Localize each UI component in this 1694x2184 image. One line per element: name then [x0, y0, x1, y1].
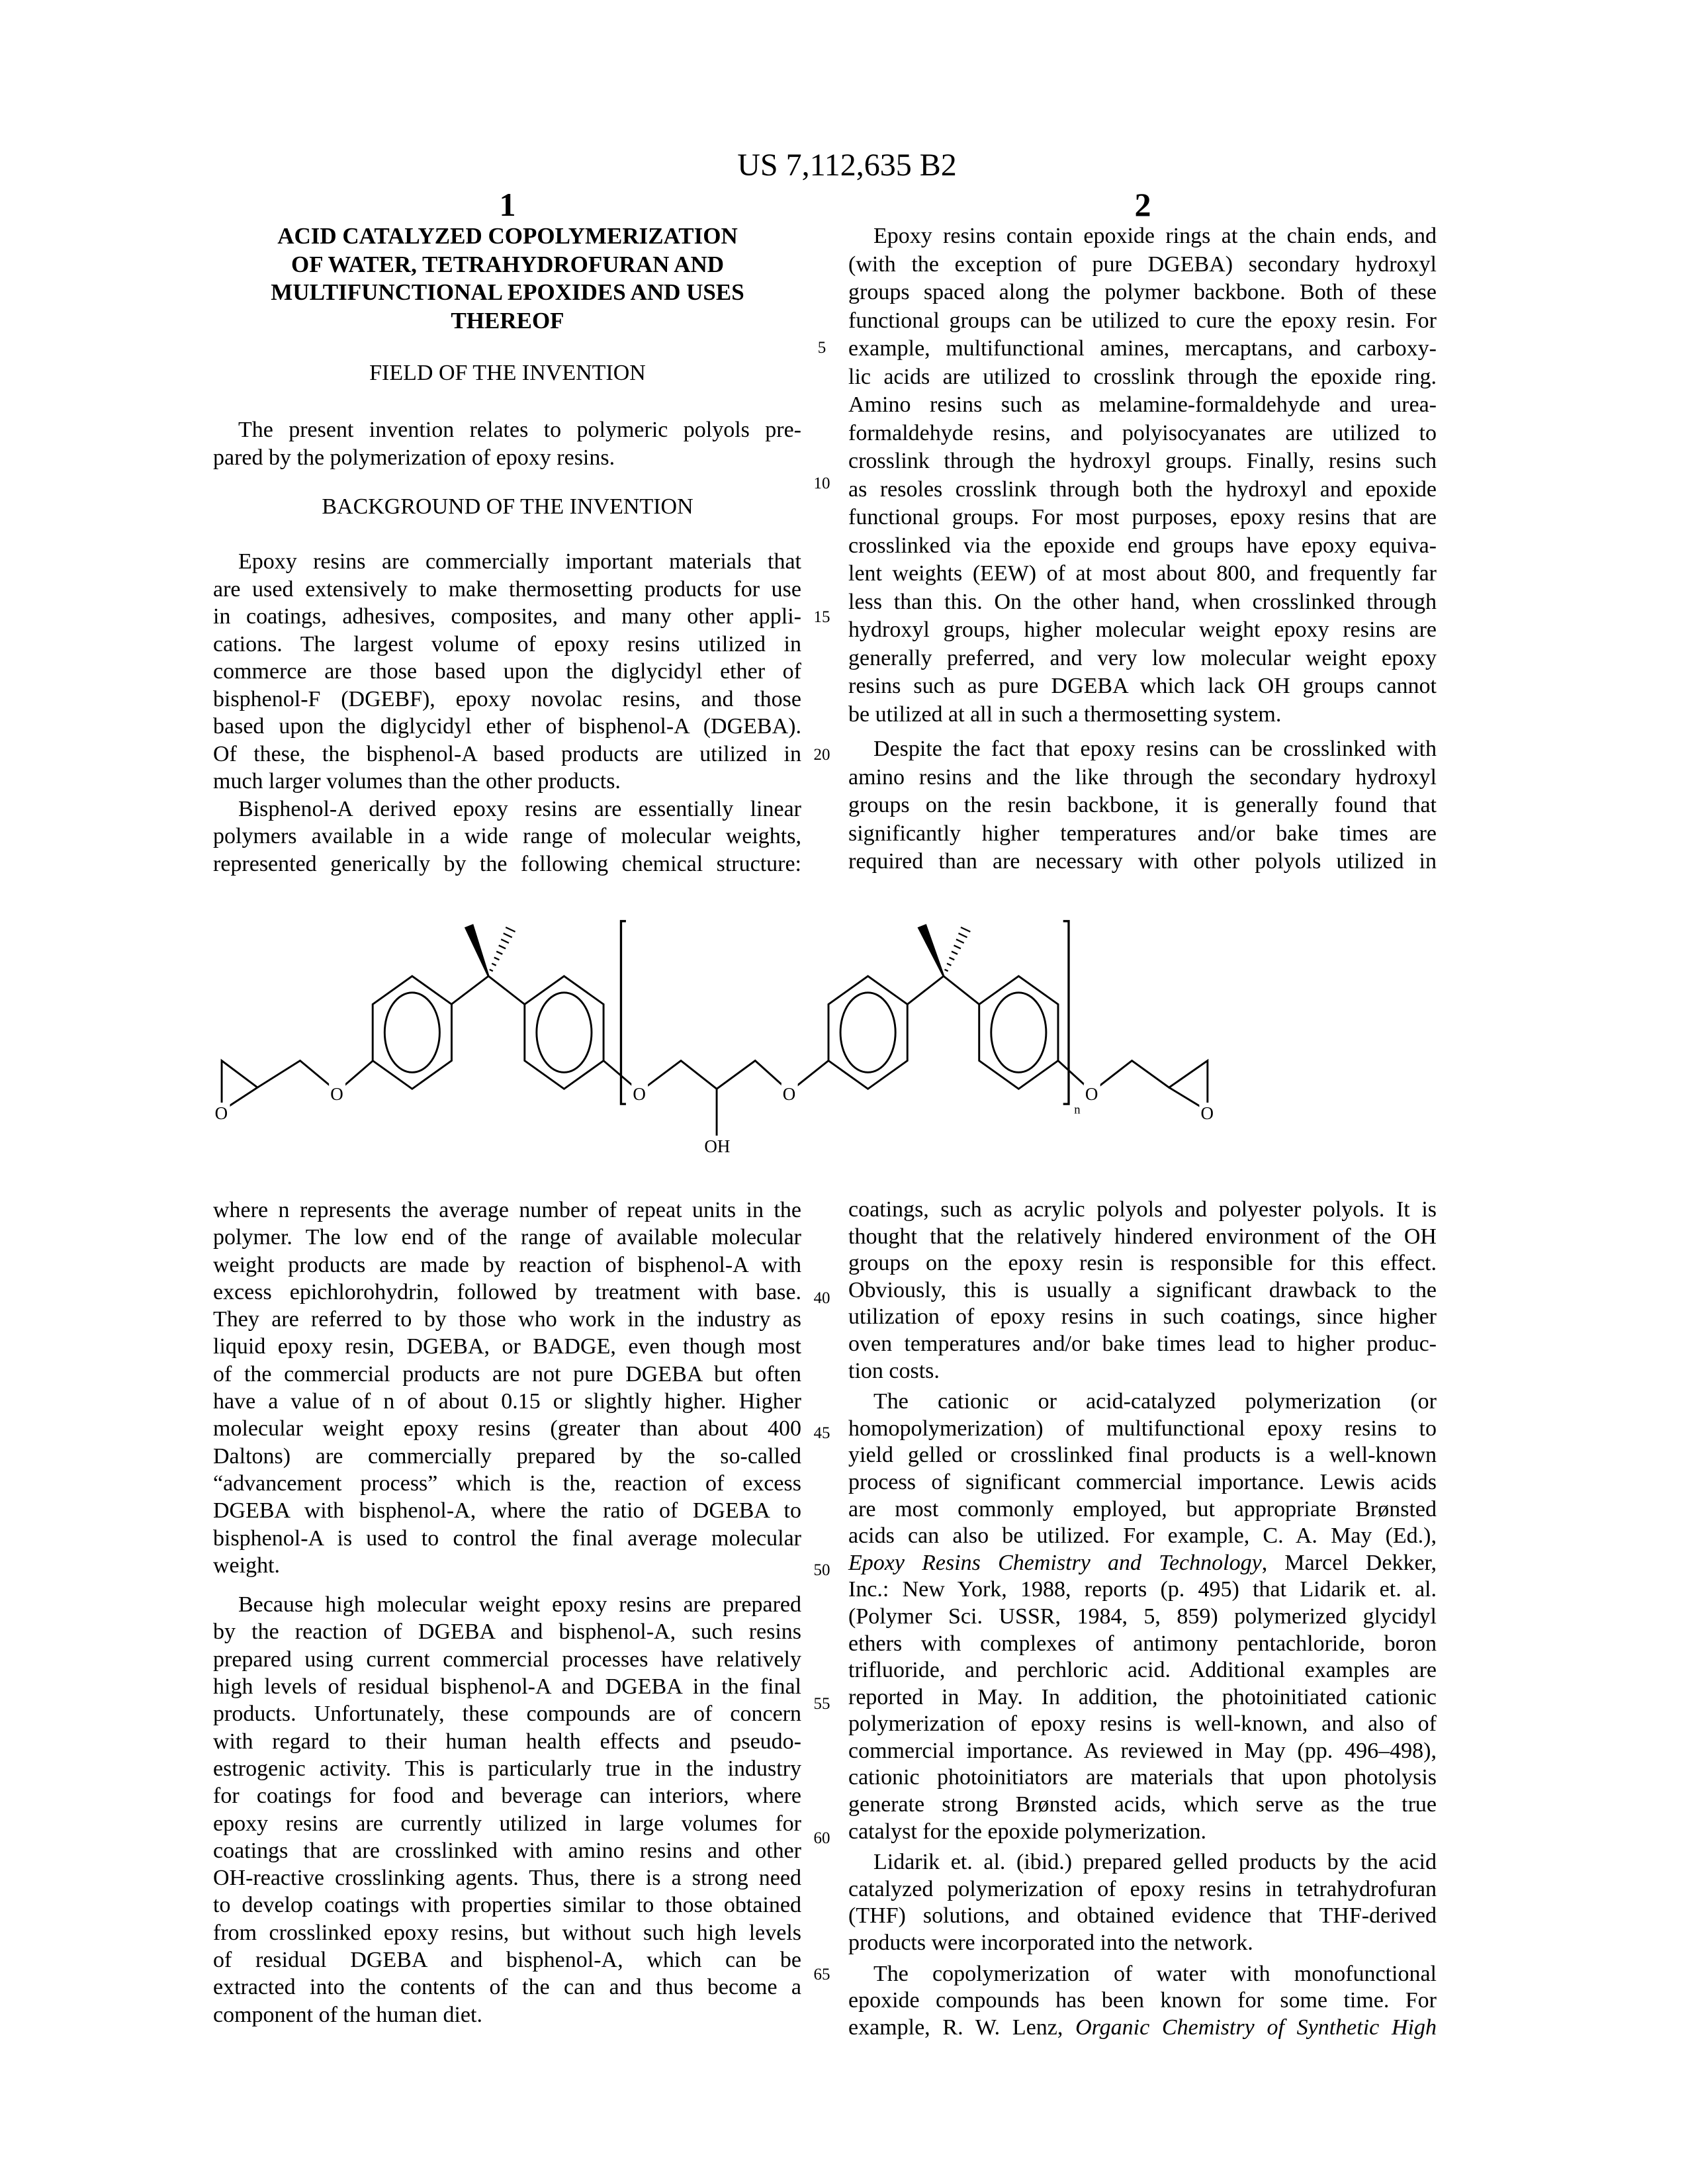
- text-line: be utilized at all in such a thermosetting system.: [848, 701, 1437, 729]
- text-line: groups on the resin backbone, it is generally found that: [848, 792, 1437, 820]
- text-line: Amino resins such as melamine-formaldehyde and urea-: [848, 391, 1437, 420]
- text-line: lic acids are utilized to crosslink through the epoxide ring.: [848, 363, 1437, 392]
- text-line: [848, 2015, 1437, 2042]
- text-line: catalyzed polymerization of epoxy resins in tetrahydrofuran: [848, 1876, 1437, 1903]
- text-line: component of the human diet.: [213, 2001, 801, 2028]
- text-line: significantly higher temperatures and/or bake times are: [848, 820, 1437, 848]
- column-number-left: 1: [441, 185, 574, 224]
- field-text: [213, 416, 801, 472]
- text-line: are used extensively to make thermosetting products for use: [213, 576, 801, 604]
- text-line: Of these, the bisphenol-A based products are utilized in: [213, 741, 801, 768]
- text-line: catalyst for the epoxide polymerization.: [848, 1819, 1437, 1846]
- text-line: oven temperatures and/or bake times lead to higher produc-: [848, 1331, 1437, 1358]
- text-line: epoxy resins are currently utilized in large volumes for: [213, 1810, 801, 1837]
- background-text-left: [213, 548, 801, 878]
- text-line: [848, 1550, 1437, 1577]
- line-number: 65: [809, 1966, 835, 1984]
- line-number: 55: [809, 1695, 835, 1713]
- text-line: pared by the polymerization of epoxy resins.: [213, 444, 801, 472]
- hydroxyl-label: OH: [704, 1136, 730, 1155]
- text-line: homopolymerization) of multifunctional epoxy resins to: [848, 1416, 1437, 1443]
- text-line: lent weights (EEW) of at most about 800, and frequently far: [848, 560, 1437, 588]
- text-line: crosslink through the hydroxyl groups. Finally, resins such: [848, 447, 1437, 476]
- italic-citation: Organic Chemistry of Synthetic High: [1075, 2015, 1437, 2040]
- paragraph: [213, 796, 801, 878]
- hash-mark: [492, 964, 496, 966]
- text-line: are most commonly employed, but appropriate Brønsted: [848, 1496, 1437, 1524]
- line-number: 45: [809, 1424, 835, 1443]
- text-line: bisphenol-F (DGEBF), epoxy novolac resins, and those: [213, 686, 801, 713]
- text-line: commercial importance. As reviewed in May (pp. 496–498),: [848, 1738, 1437, 1765]
- text-line: excess epichlorohydrin, followed by treatment with base.: [213, 1279, 801, 1306]
- text-line: less than this. On the other hand, when crosslinked through: [848, 588, 1437, 617]
- text-line: polymerization of epoxy resins is well-known, and also of: [848, 1711, 1437, 1738]
- text-line: prepared using current commercial processes have relatively: [213, 1646, 801, 1673]
- hash-mark: [952, 952, 958, 954]
- text-line: of the commercial products are not pure DGEBA but often: [213, 1361, 801, 1388]
- oxygen-label: O: [633, 1084, 646, 1104]
- italic-citation: Epoxy Resins Chemistry and Technology: [848, 1551, 1262, 1575]
- text-line: based upon the diglycidyl ether of bisphenol-A (DGEBA).: [213, 713, 801, 741]
- text-line: much larger volumes than the other products.: [213, 768, 801, 796]
- oxygen-label: O: [215, 1103, 228, 1123]
- text-line: high levels of residual bisphenol-A and DGEBA in the final: [213, 1673, 801, 1700]
- text-line: to develop coatings with properties similar to those obtained: [213, 1891, 801, 1919]
- paragraph: [848, 1849, 1437, 1956]
- text-segment: , Marcel Dekker,: [1262, 1551, 1437, 1575]
- text-line: weight.: [213, 1552, 801, 1579]
- text-line: estrogenic activity. This is particularly true in the industry: [213, 1755, 801, 1782]
- benzene-rings: [373, 976, 1058, 1089]
- hash-mark: [956, 939, 964, 943]
- aromatic-circle: [991, 993, 1046, 1073]
- column-number-right: 2: [1077, 185, 1209, 224]
- paragraph: [848, 1388, 1437, 1845]
- text-line: OH-reactive crosslinking agents. Thus, there is a strong need: [213, 1864, 801, 1891]
- text-line: of residual DGEBA and bisphenol-A, which can be: [213, 1946, 801, 1974]
- text-line: Epoxy resins are commercially important materials that: [213, 548, 801, 576]
- text-line: groups spaced along the polymer backbone. Both of these: [848, 279, 1437, 307]
- paragraph: [213, 416, 801, 472]
- text-line: (with the exception of pure DGEBA) secondary hydroxyl: [848, 251, 1437, 279]
- text-line: with regard to their human health effects and pseudo-: [213, 1728, 801, 1755]
- title-line: THEREOF: [213, 307, 802, 336]
- paragraph: [213, 548, 801, 796]
- oxygen-label: O: [1085, 1084, 1098, 1104]
- text-line: coatings that are crosslinked with amino resins and other: [213, 1837, 801, 1864]
- text-line: (Polymer Sci. USSR, 1984, 5, 859) polymerized glycidyl: [848, 1604, 1437, 1631]
- paragraph: [848, 222, 1437, 729]
- text-line: The present invention relates to polymeric polyols pre-: [213, 416, 801, 444]
- text-line: extracted into the contents of the can and thus become a: [213, 1974, 801, 2001]
- paragraph: [848, 1197, 1437, 1385]
- text-line: by the reaction of DGEBA and bisphenol-A, such resins: [213, 1618, 801, 1645]
- aromatic-circle: [537, 993, 592, 1073]
- text-line: cations. The largest volume of epoxy resins utilized in: [213, 631, 801, 659]
- text-line: acids can also be utilized. For example, C. A. May (Ed.),: [848, 1523, 1437, 1550]
- text-line: liquid epoxy resin, DGEBA, or BADGE, even though most: [213, 1333, 801, 1360]
- text-line: for coatings for food and beverage can interiors, where: [213, 1782, 801, 1809]
- bonds: [222, 921, 1208, 1136]
- line-number: 10: [809, 475, 835, 493]
- text-line: The cationic or acid-catalyzed polymerization (or: [848, 1388, 1437, 1416]
- text-line: groups on the epoxy resin is responsible for this effect.: [848, 1250, 1437, 1277]
- line-number: 40: [809, 1289, 835, 1308]
- section-heading-field: FIELD OF THE INVENTION: [213, 361, 802, 386]
- text-line: reported in May. In addition, the photoinitiated cationic: [848, 1684, 1437, 1711]
- hashed-bonds: [490, 927, 971, 971]
- text-line: Because high molecular weight epoxy resins are prepared: [213, 1591, 801, 1618]
- text-line: Bisphenol-A derived epoxy resins are essentially linear: [213, 796, 801, 823]
- hash-mark: [504, 933, 512, 937]
- text-line: coatings, such as acrylic polyols and polyester polyols. It is: [848, 1197, 1437, 1224]
- text-line: weight products are made by reaction of bisphenol-A with: [213, 1251, 801, 1279]
- lower-left-column-text: [213, 1197, 801, 2028]
- oxygen-label: O: [783, 1084, 796, 1104]
- text-line: The copolymerization of water with monofunctional: [848, 1961, 1437, 1988]
- aromatic-circle: [384, 993, 439, 1073]
- line-number: 60: [809, 1829, 835, 1848]
- text-line: functional groups. For most purposes, epoxy resins that are: [848, 504, 1437, 532]
- text-line: required than are necessary with other polyols utilized in: [848, 848, 1437, 876]
- text-line: Inc.: New York, 1988, reports (p. 495) that Lidarik et. al.: [848, 1576, 1437, 1604]
- hash-mark: [961, 927, 970, 932]
- oxygen-label: O: [330, 1084, 343, 1104]
- text-line: Daltons) are commercially prepared by the so-called: [213, 1443, 801, 1470]
- text-line: “advancement process” which is the, reaction of excess: [213, 1470, 801, 1497]
- upper-right-column-text: [848, 222, 1437, 876]
- chemical-structure-diagram: [206, 907, 1224, 1155]
- text-line: from crosslinked epoxy resins, but without such high levels: [213, 1919, 801, 1946]
- text-line: yield gelled or crosslinked final products is a well-known: [848, 1442, 1437, 1469]
- text-line: bisphenol-A is used to control the final average molecular: [213, 1525, 801, 1552]
- section-heading-background: BACKGROUND OF THE INVENTION: [213, 494, 802, 520]
- title-line: MULTIFUNCTIONAL EPOXIDES AND USES: [213, 279, 802, 307]
- text-line: formaldehyde resins, and polyisocyanates are utilized to: [848, 420, 1437, 448]
- repeat-count-label: n: [1074, 1103, 1081, 1117]
- title-line: OF WATER, TETRAHYDROFURAN AND: [213, 251, 802, 279]
- text-line: thought that the relatively hindered environment of the OH: [848, 1224, 1437, 1251]
- text-line: crosslinked via the epoxide end groups have epoxy equiva-: [848, 532, 1437, 561]
- hash-mark: [954, 945, 960, 948]
- hash-mark: [945, 970, 948, 971]
- text-line: as resoles crosslink through both the hydroxyl and epoxide: [848, 476, 1437, 504]
- paragraph: [213, 1197, 801, 1579]
- text-line: amino resins and the like through the secondary hydroxyl: [848, 764, 1437, 792]
- title-line: ACID CATALYZED COPOLYMERIZATION: [213, 222, 802, 251]
- text-line: molecular weight epoxy resins (greater than about 400: [213, 1415, 801, 1442]
- oxygen-label: O: [1200, 1103, 1214, 1123]
- text-line: Obviously, this is usually a significant drawback to the: [848, 1277, 1437, 1304]
- hash-mark: [506, 927, 515, 932]
- text-line: Epoxy resins contain epoxide rings at the chain ends, and: [848, 222, 1437, 251]
- text-line: tion costs.: [848, 1358, 1437, 1385]
- text-line: where n represents the average number of repeat units in the: [213, 1197, 801, 1224]
- text-line: products. Unfortunately, these compounds are of concern: [213, 1700, 801, 1727]
- text-line: resins such as pure DGEBA which lack OH groups cannot: [848, 672, 1437, 701]
- hash-mark: [490, 970, 493, 971]
- text-line: functional groups can be utilized to cure the epoxy resin. For: [848, 307, 1437, 336]
- aromatic-circle: [840, 993, 895, 1073]
- line-number: 20: [809, 746, 835, 764]
- text-line: commerce are those based upon the diglycidyl ether of: [213, 658, 801, 686]
- hash-mark: [958, 933, 967, 937]
- patent-title: [213, 222, 802, 335]
- text-line: utilization of epoxy resins in such coatings, since higher: [848, 1304, 1437, 1331]
- text-line: hydroxyl groups, higher molecular weight epoxy resins are: [848, 616, 1437, 645]
- text-line: products were incorporated into the network.: [848, 1930, 1437, 1957]
- text-line: Despite the fact that epoxy resins can be crosslinked with: [848, 735, 1437, 764]
- text-line: epoxide compounds has been known for some time. For: [848, 1987, 1437, 2015]
- hash-mark: [947, 964, 951, 966]
- text-line: have a value of n of about 0.15 or slightly higher. Higher: [213, 1388, 801, 1415]
- text-line: process of significant commercial importance. Lewis acids: [848, 1469, 1437, 1496]
- text-line: in coatings, adhesives, composites, and many other appli-: [213, 603, 801, 631]
- paragraph: [848, 1961, 1437, 2042]
- line-number: 5: [809, 339, 835, 357]
- text-line: polymers available in a wide range of molecular weights,: [213, 823, 801, 850]
- text-line: represented generically by the following chemical structure:: [213, 850, 801, 878]
- text-line: trifluoride, and perchloric acid. Additional examples are: [848, 1657, 1437, 1684]
- hash-mark: [496, 952, 502, 954]
- text-line: Lidarik et. al. (ibid.) prepared gelled products by the acid: [848, 1849, 1437, 1876]
- hash-mark: [501, 939, 509, 943]
- text-line: generate strong Brønsted acids, which serve as the true: [848, 1792, 1437, 1819]
- text-line: DGEBA with bisphenol-A, where the ratio of DGEBA to: [213, 1497, 801, 1524]
- paragraph: [213, 1591, 801, 2028]
- text-line: generally preferred, and very low molecular weight epoxy: [848, 645, 1437, 673]
- hash-mark: [950, 958, 955, 960]
- text-segment: example, R. W. Lenz,: [848, 2015, 1075, 2040]
- lower-right-column-text: [848, 1197, 1437, 2041]
- line-number: 15: [809, 608, 835, 627]
- text-line: example, multifunctional amines, mercaptans, and carboxy-: [848, 335, 1437, 363]
- paragraph: [848, 735, 1437, 876]
- hash-mark: [499, 945, 506, 948]
- text-line: polymer. The low end of the range of available molecular: [213, 1224, 801, 1251]
- atom-labels: [214, 1083, 1216, 1155]
- text-line: (THF) solutions, and obtained evidence that THF-derived: [848, 1903, 1437, 1930]
- text-line: ethers with complexes of antimony pentachloride, boron: [848, 1631, 1437, 1658]
- line-number: 50: [809, 1561, 835, 1580]
- text-line: They are referred to by those who work in the industry as: [213, 1306, 801, 1333]
- patent-number: US 7,112,635 B2: [0, 147, 1694, 183]
- hash-mark: [494, 958, 500, 960]
- text-line: cationic photoinitiators are materials that upon photolysis: [848, 1764, 1437, 1792]
